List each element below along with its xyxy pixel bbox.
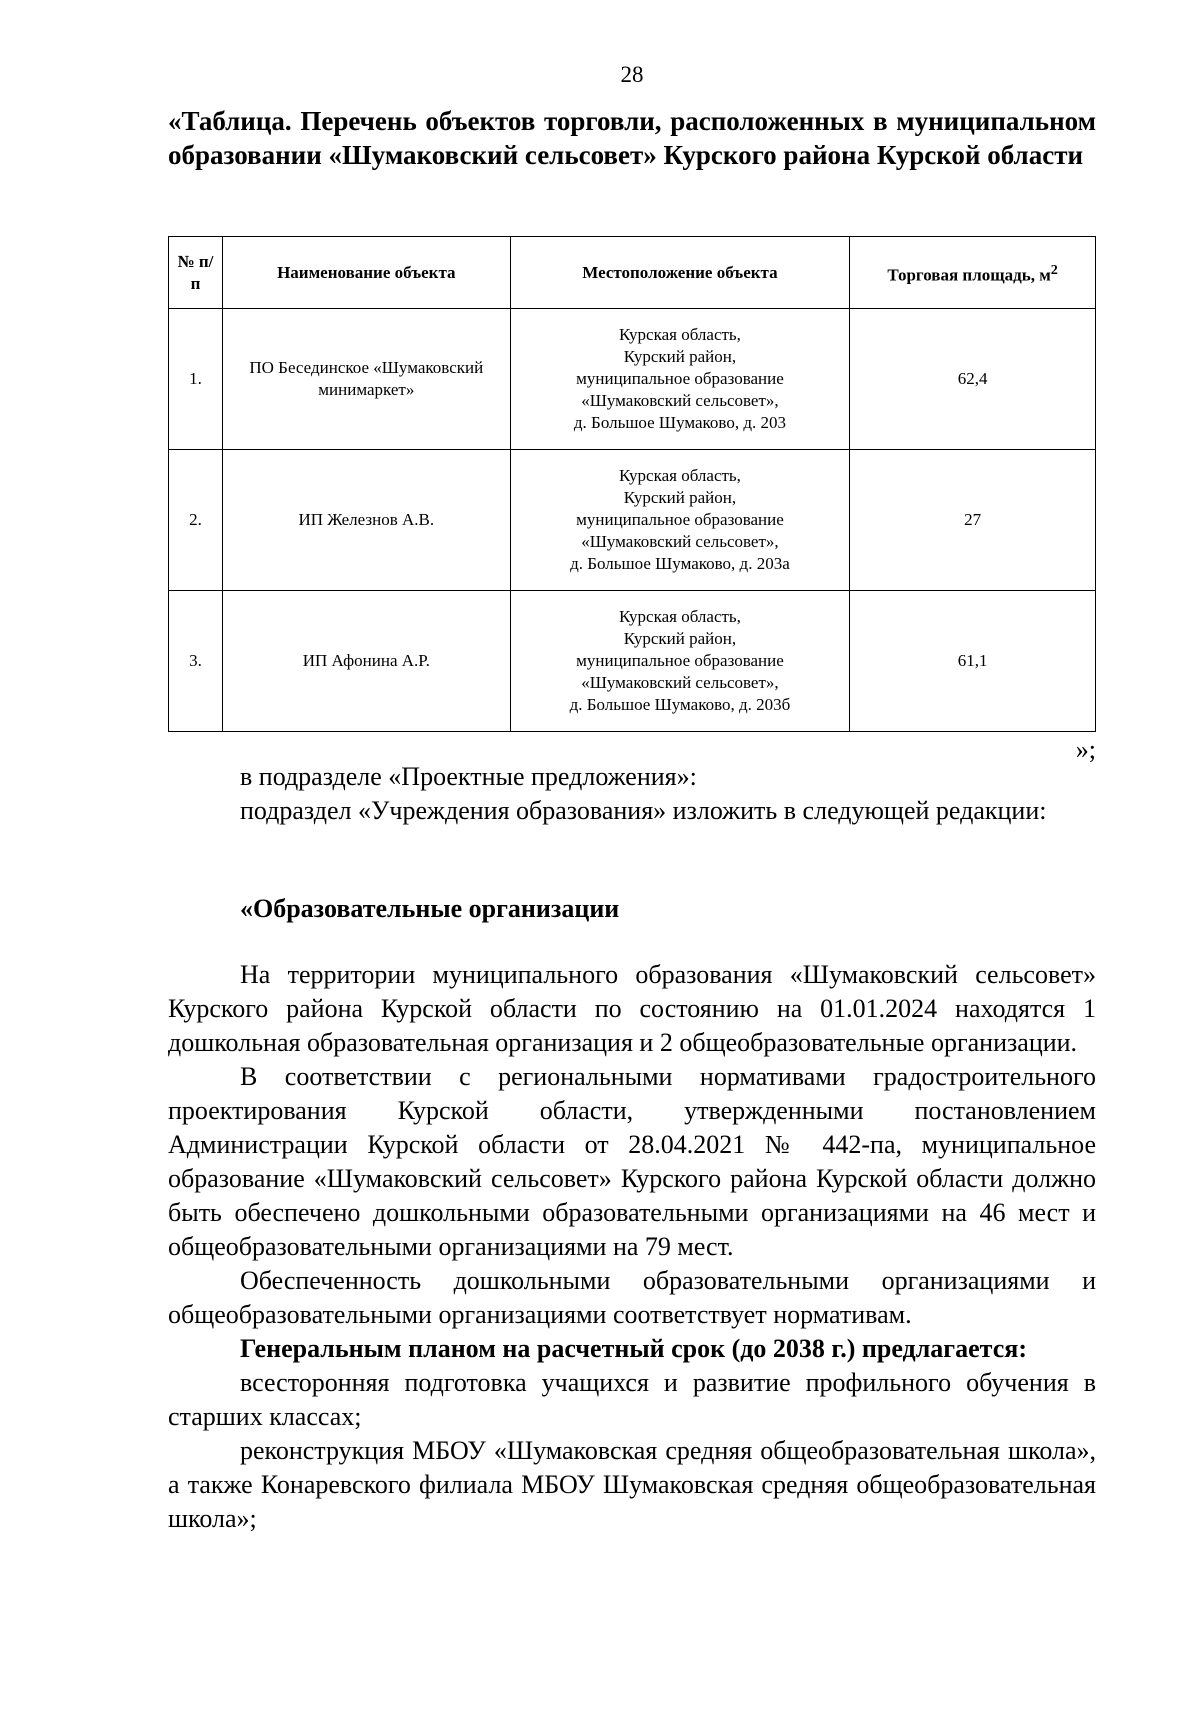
row-number: 1. <box>169 309 223 450</box>
object-area: 61,1 <box>850 591 1096 732</box>
table-row <box>169 309 1096 450</box>
header-location: Местоположение объекта <box>510 237 850 309</box>
amendment-text <box>168 760 1096 828</box>
paragraph-2: В соответствии с региональными нормативами градостроительного проектирования Курской области, утвержденными постановлением Администрации Курской области от 28.04.2021 № 442-па, муниципальное образование «Шумаковский сельсовет» Курского района Курской области должно быть обеспечено дошкольными образовательными организациями на 46 мест и общеобразовательными организациями на 79 мест. <box>168 1062 1096 1261</box>
trade-objects-table <box>168 236 1096 732</box>
object-name: ПО Бесединское «Шумаковский минимаркет» <box>222 309 510 450</box>
paragraph-1: На территории муниципального образования «Шумаковский сельсовет» Курского района Курской области по состоянию на 01.01.2024 находятся 1 дошкольная образовательная организация и 2 общеобразовательные организации. <box>168 960 1096 1057</box>
object-location: Курская область, Курский район, муниципальное образование «Шумаковский сельсовет», д. Большое Шумаково, д. 203 <box>510 309 850 450</box>
section-body <box>168 958 1096 1536</box>
row-number: 3. <box>169 591 223 732</box>
paragraph-replace: подраздел «Учреждения образования» изложить в следующей редакции: <box>240 796 1047 825</box>
object-location: Курская область, Курский район, муниципальное образование «Шумаковский сельсовет», д. Большое Шумаково, д. 203а <box>510 450 850 591</box>
object-area: 62,4 <box>850 309 1096 450</box>
table-title: «Таблица. Перечень объектов торговли, расположенных в муниципальном образовании «Шумаковский сельсовет» Курского района Курской области <box>168 106 1096 170</box>
header-area: Торговая площадь, $м^2$ <box>850 237 1096 309</box>
header-name: Наименование объекта <box>222 237 510 309</box>
table-row <box>169 591 1096 732</box>
paragraph-3: Обеспеченность дошкольными образовательными организациями и общеобразовательными организациями соответствует нормативам. <box>168 1266 1096 1329</box>
table-row <box>169 450 1096 591</box>
row-number: 2. <box>169 450 223 591</box>
object-location: Курская область, Курский район, муниципальное образование «Шумаковский сельсовет», д. Большое Шумаково, д. 203б <box>510 591 850 732</box>
paragraph-subsection: в подразделе «Проектные предложения»: <box>240 762 697 791</box>
object-name: ИП Афонина А.Р. <box>222 591 510 732</box>
header-number: № п/п <box>169 237 223 309</box>
object-area: 27 <box>850 450 1096 591</box>
closing-quote: »; <box>1075 735 1096 764</box>
table-header-row <box>169 237 1096 309</box>
page-number: 28 <box>620 62 644 87</box>
paragraph-5: всесторонняя подготовка учащихся и развитие профильного обучения в старших классах; <box>168 1368 1096 1431</box>
paragraph-6: реконструкция МБОУ «Шумаковская средняя общеобразовательная школа», а также Конаревского филиала МБОУ Шумаковская средняя общеобразовательная школа»; <box>168 1436 1096 1533</box>
section-heading: «Образовательные организации <box>240 894 620 923</box>
object-name: ИП Железнов А.В. <box>222 450 510 591</box>
paragraph-plan-heading: Генеральным планом на расчетный срок (до 2038 г.) предлагается: <box>240 1334 1027 1363</box>
